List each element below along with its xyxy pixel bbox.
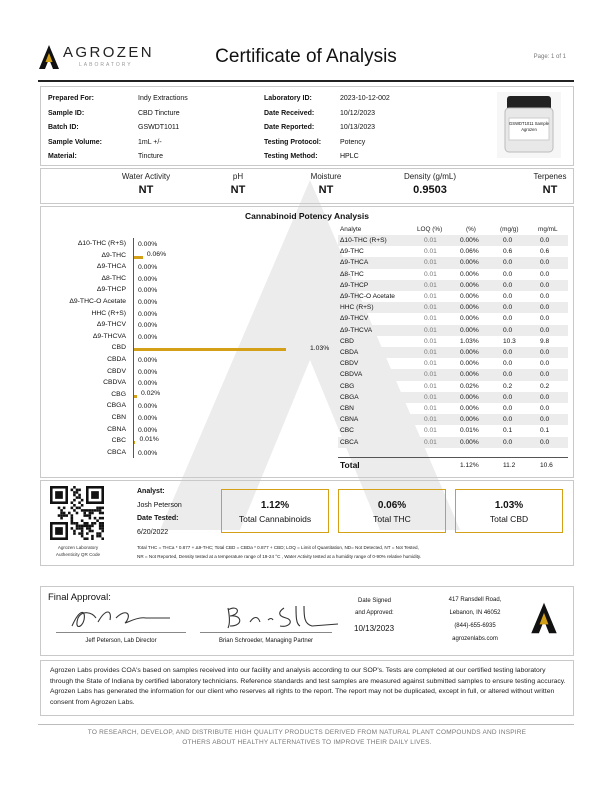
- row-pct: 0.00%: [460, 281, 479, 289]
- row-loq: 0.01: [424, 270, 437, 278]
- total-cannabinoids-box: [221, 489, 329, 533]
- bar-label: CBGA: [106, 402, 126, 410]
- bar-value-label: 0.00%: [138, 310, 158, 318]
- row-analyte: CBD: [340, 337, 354, 345]
- row-mg: 0.0: [503, 281, 513, 289]
- info-label: Testing Method:: [264, 153, 318, 160]
- row-pct: 0.00%: [460, 360, 479, 368]
- table-row: [338, 414, 568, 425]
- bar-value-label: 0.00%: [138, 415, 158, 422]
- row-mgml: 0.0: [540, 270, 550, 278]
- row-analyte: CBN: [340, 405, 354, 412]
- row-mg: 0.0: [503, 371, 513, 379]
- row-mg: 0.6: [503, 248, 513, 256]
- bar-value-label: 0.00%: [138, 264, 158, 272]
- row-loq: 0.01: [424, 326, 437, 334]
- info-label: Batch ID:: [48, 124, 79, 131]
- test-value: NT: [542, 184, 558, 196]
- row-loq: 0.01: [424, 349, 437, 356]
- bar-value-label: 0.00%: [138, 426, 158, 434]
- signature-line-1: [56, 632, 186, 633]
- row-mg: 0.0: [503, 259, 513, 267]
- table-row: [338, 425, 568, 436]
- row-mg: 10.3: [503, 337, 516, 345]
- bar-label: Δ9-THCA: [96, 263, 126, 271]
- bar-value-label: 0.00%: [138, 333, 158, 341]
- row-pct: 0.00%: [460, 416, 479, 424]
- table-row: [338, 235, 568, 246]
- row-pct: 0.00%: [460, 349, 479, 356]
- row-analyte: Δ9-THCVA: [340, 326, 373, 334]
- row-mg: 0.0: [503, 349, 513, 356]
- table-row: [338, 336, 568, 347]
- row-analyte: CBNA: [340, 416, 359, 424]
- row-mgml: 0.0: [540, 360, 550, 368]
- bar-value-label: 1.03%: [310, 345, 330, 353]
- row-loq: 0.01: [424, 416, 437, 424]
- table-row: [338, 358, 568, 369]
- row-loq: 0.01: [424, 237, 437, 244]
- row-mg: 0.0: [503, 405, 513, 412]
- test-value: NT: [138, 184, 154, 196]
- info-value: 1mL +/-: [138, 138, 162, 146]
- row-analyte: Δ8-THC: [340, 270, 364, 278]
- table-row: [338, 313, 568, 324]
- table-row: [338, 347, 568, 358]
- bar-label: CBDV: [107, 367, 126, 375]
- row-mg: 0.2: [503, 382, 513, 390]
- row-pct: 0.01%: [460, 427, 479, 435]
- table-row: [338, 437, 568, 448]
- row-mgml: 0.1: [540, 427, 550, 435]
- bar-label: CBG: [111, 390, 126, 398]
- bar-label: CBDA: [107, 356, 126, 363]
- bar-value-label: 0.00%: [138, 322, 158, 330]
- total-cannabinoids-label: Total Cannabinoids: [238, 514, 312, 524]
- row-loq: 0.01: [424, 371, 437, 379]
- bar-label: Δ9-THC-O Acetate: [69, 298, 126, 305]
- bar-label: Δ9-THCP: [96, 286, 126, 294]
- mission-footer: [40, 728, 574, 748]
- total-thc-value: 0.06%: [377, 500, 407, 511]
- row-mgml: 0.6: [540, 248, 550, 256]
- bar-label: HHC (R+S): [91, 309, 126, 317]
- analyst-label: Analyst:: [137, 488, 165, 495]
- bar-value-label: 0.02%: [140, 389, 161, 397]
- row-analyte: Δ9-THCP: [340, 281, 369, 289]
- total-mg: 11.2: [503, 462, 516, 469]
- bar: [134, 441, 135, 444]
- table-row: [338, 246, 568, 257]
- info-label: Prepared For:: [48, 95, 94, 102]
- col-header-pct: (%): [466, 226, 476, 233]
- bar-label: CBCA: [107, 448, 126, 456]
- row-mg: 0.0: [503, 393, 513, 401]
- total-thc-label: Total THC: [373, 514, 411, 524]
- address-line-2: Lebanon, IN 46052: [449, 610, 501, 616]
- bar-value-label: 0.00%: [138, 299, 158, 306]
- row-mg: 0.0: [503, 438, 513, 446]
- bar-value-label: 0.00%: [138, 357, 158, 364]
- conditions-note: NR = Not Reported, Density tested at a temperature range of 19-24 °C , Water Activity tested at a humidity range of 0-90% relative humidity.: [137, 554, 422, 559]
- signature-name-1: Jeff Peterson, Lab Director: [85, 638, 157, 644]
- signature-name-2: Brian Schroeder, Managing Partner: [218, 638, 314, 644]
- bar-label: Δ9-THCV: [96, 321, 126, 329]
- row-pct: 0.02%: [460, 382, 479, 390]
- total-mgml: 10.6: [540, 462, 553, 469]
- info-value: GSWDT1011: [138, 124, 180, 131]
- info-label: Sample ID:: [48, 109, 85, 117]
- analyst-name: Josh Peterson: [137, 502, 182, 509]
- row-loq: 0.01: [424, 337, 437, 345]
- signature-jeff-icon: [66, 604, 176, 632]
- bar: [134, 395, 137, 398]
- qr-code-icon[interactable]: [50, 486, 104, 540]
- info-value: HPLC: [340, 153, 359, 160]
- test-value: NT: [318, 184, 334, 196]
- row-analyte: CBGA: [340, 393, 359, 401]
- row-mgml: 0.0: [540, 349, 550, 356]
- test-name: Moisture: [310, 172, 342, 181]
- info-value: Potency: [340, 138, 366, 146]
- qr-caption-2: Authenticity QR Code: [55, 552, 101, 557]
- bar-value-label: 0.06%: [146, 250, 167, 258]
- table-row: [338, 280, 568, 291]
- bar-label: CBC: [111, 437, 126, 445]
- signature-brian-icon: [220, 602, 340, 632]
- qr-caption-1: Agrozen Laboratory: [57, 545, 99, 550]
- row-mgml: 0.0: [540, 304, 550, 312]
- mission-line-2: OTHERS ABOUT HEALTHY ALTERNATIVES TO IMPROVE THEIR DAILY LIVES.: [182, 739, 432, 746]
- row-mgml: 0.0: [540, 259, 550, 267]
- row-mgml: 0.0: [540, 293, 550, 300]
- table-row: [338, 257, 568, 268]
- row-pct: 0.00%: [460, 326, 479, 334]
- date-signed-label-2: and Approved:: [355, 610, 394, 616]
- formula-note: Total THC = THCa * 0.877 + Δ9-THC; Total CBD = CBDa * 0.877 + CBD; LOQ = Limit of Quantitation, ND= Not Detected, NT = Not Tested,: [137, 545, 419, 550]
- row-analyte: CBDVA: [340, 371, 363, 379]
- row-loq: 0.01: [424, 393, 437, 401]
- info-label: Date Received:: [264, 109, 315, 117]
- row-loq: 0.01: [424, 248, 437, 256]
- bar-label: CBN: [111, 414, 126, 421]
- total-cbd-value: 1.03%: [494, 500, 524, 511]
- test-value: 0.9503: [413, 184, 447, 196]
- row-mgml: 0.0: [540, 326, 550, 334]
- row-pct: 0.00%: [460, 293, 479, 300]
- row-analyte: HHC (R+S): [340, 304, 374, 312]
- bar-label: Δ9-THCVA: [92, 332, 126, 340]
- total-cbd-box: [455, 489, 563, 533]
- bar-value-label: 0.00%: [138, 287, 158, 295]
- total-thc-box: [338, 489, 446, 533]
- test-name: Terpenes: [533, 172, 567, 181]
- potency-title: Cannabinoid Potency Analysis: [245, 211, 369, 221]
- page-number: Page: 1 of 1: [533, 54, 566, 60]
- row-mg: 0.0: [503, 304, 513, 312]
- row-analyte: Δ9-THC: [340, 248, 364, 256]
- col-header-loq: LOQ (%): [417, 226, 443, 233]
- table-row: [338, 325, 568, 336]
- row-loq: 0.01: [424, 304, 437, 312]
- table-row: [338, 269, 568, 280]
- row-mgml: 0.0: [540, 405, 550, 412]
- agrozen-footer-logo-icon: [530, 600, 558, 636]
- mission-line-1: TO RESEARCH, DEVELOP, AND DISTRIBUTE HIGH QUALITY PRODUCTS DERIVED FROM NATURAL PLANT COMPOUNDS AND INSPIRE: [87, 729, 527, 736]
- website-link[interactable]: agrozenlabs.com: [452, 636, 498, 642]
- bar-label: CBD: [111, 344, 126, 352]
- bar: [134, 256, 143, 259]
- total-row: [338, 458, 568, 472]
- row-analyte: CBDV: [340, 360, 359, 368]
- info-label: Material:: [48, 153, 77, 160]
- row-pct: 0.00%: [460, 438, 479, 446]
- info-label: Date Reported:: [264, 124, 315, 131]
- row-loq: 0.01: [424, 293, 437, 300]
- footer-rule: [38, 724, 574, 725]
- bar-value-label: 0.00%: [138, 241, 158, 248]
- bar-value-label: 0.00%: [138, 368, 158, 376]
- row-mg: 0.1: [503, 427, 513, 435]
- row-mg: 0.0: [503, 360, 513, 368]
- brand-subtitle: LABORATORY: [79, 62, 133, 68]
- total-pct: 1.12%: [460, 462, 479, 469]
- bar-label: CBNA: [107, 425, 126, 433]
- table-row: [338, 392, 568, 403]
- bar-value-label: 0.00%: [138, 449, 158, 457]
- bar-label: Δ8-THC: [101, 274, 126, 282]
- row-loq: 0.01: [424, 360, 437, 368]
- address-line-1: 417 Ransdell Road,: [448, 597, 502, 603]
- bar-value-label: 0.00%: [138, 275, 158, 283]
- disclaimer-text: Agrozen Labs provides COA's based on samples received into our facility and analysis according to our SOP's. Tests are completed at our certified testing laboratory through the State of Indiana by certified laboratory technicians. Reference standards and test samples are measured against submitted samples to ensure testing accuracy. Agrozen Labs has generated the information for our client who reserves all rights to the report. The report may not be duplicated, except in full, or altered without written consent from Agrozen Labs.: [50, 667, 566, 706]
- sample-photo: [497, 92, 561, 158]
- row-pct: 0.00%: [460, 405, 479, 412]
- row-analyte: CBG: [340, 382, 355, 390]
- header-rule: [38, 80, 574, 82]
- row-mg: 0.0: [503, 237, 513, 244]
- col-header-mg: (mg/g): [500, 226, 519, 233]
- info-label: Testing Protocol:: [264, 138, 322, 146]
- row-mgml: 0.0: [540, 371, 550, 379]
- row-loq: 0.01: [424, 259, 437, 267]
- row-pct: 0.00%: [460, 270, 479, 278]
- row-loq: 0.01: [424, 315, 437, 323]
- test-name: Water Activity: [121, 172, 171, 181]
- bar-value-label: 0.00%: [138, 403, 158, 411]
- phone-number: (844)-655-6935: [454, 623, 496, 629]
- table-row: [338, 403, 568, 414]
- row-loq: 0.01: [424, 427, 437, 435]
- row-loq: 0.01: [424, 281, 437, 289]
- date-tested-value: 6/20/2022: [137, 529, 169, 536]
- row-pct: 0.06%: [460, 248, 479, 256]
- row-pct: 1.03%: [460, 337, 479, 345]
- row-mgml: 0.0: [540, 315, 550, 323]
- approval-title: Final Approval:: [48, 592, 111, 603]
- info-value: 10/13/2023: [340, 124, 376, 131]
- info-value: CBD Tincture: [138, 109, 180, 117]
- bar-label: Δ9-THC: [101, 251, 126, 259]
- row-loq: 0.01: [424, 405, 437, 412]
- date-signed-value: 10/13/2023: [354, 624, 395, 633]
- table-row: [338, 291, 568, 302]
- total-label: Total: [340, 460, 360, 470]
- row-pct: 0.00%: [460, 393, 479, 401]
- bar-value-label: 0.00%: [138, 380, 158, 388]
- info-value: Indy Extractions: [138, 95, 188, 102]
- info-value: 10/12/2023: [340, 109, 376, 117]
- row-mgml: 0.2: [540, 382, 550, 390]
- row-analyte: CBCA: [340, 438, 359, 446]
- signature-line-2: [200, 632, 332, 633]
- row-mgml: 0.0: [540, 237, 550, 244]
- table-row: [338, 381, 568, 392]
- row-mgml: 0.0: [540, 438, 550, 446]
- info-value: Tincture: [138, 153, 164, 160]
- bar-label: Δ10-THC (R+S): [77, 240, 126, 247]
- date-tested-label: Date Tested:: [137, 515, 179, 522]
- row-mgml: 0.0: [540, 393, 550, 401]
- row-analyte: CBDA: [340, 349, 359, 356]
- row-mg: 0.0: [503, 315, 513, 323]
- test-name: Density (g/mL): [403, 172, 456, 181]
- date-signed-label-1: Date Signed: [358, 598, 392, 604]
- info-label: Sample Volume:: [48, 138, 102, 146]
- row-analyte: Δ9-THCA: [340, 259, 369, 267]
- row-pct: 0.00%: [460, 371, 479, 379]
- row-analyte: Δ10-THC (R+S): [340, 237, 387, 244]
- row-pct: 0.00%: [460, 315, 479, 323]
- table-row: [338, 369, 568, 380]
- row-pct: 0.00%: [460, 237, 479, 244]
- bar: [134, 348, 286, 351]
- row-analyte: Δ9-THC-O Acetate: [340, 293, 395, 300]
- row-pct: 0.00%: [460, 304, 479, 312]
- row-analyte: CBC: [340, 427, 354, 435]
- info-value: 2023-10-12-002: [340, 95, 390, 102]
- row-loq: 0.01: [424, 382, 437, 390]
- row-mg: 0.0: [503, 293, 513, 300]
- row-analyte: Δ9-THCV: [340, 315, 369, 323]
- bar-label: CBDVA: [103, 379, 126, 387]
- sample-photo-label: GSWDT1011 Sample Agrozen: [509, 121, 549, 132]
- info-label: Laboratory ID:: [264, 95, 312, 102]
- document-title: Certificate of Analysis: [215, 46, 397, 67]
- total-cbd-label: Total CBD: [489, 514, 529, 524]
- row-mgml: 0.0: [540, 416, 550, 424]
- row-mgml: 0.0: [540, 281, 550, 289]
- test-value: NT: [230, 184, 246, 196]
- col-header-mgml: mg/mL: [538, 226, 558, 233]
- bar-value-label: 0.01%: [139, 436, 159, 444]
- total-cannabinoids-value: 1.12%: [260, 500, 290, 511]
- col-header-analyte: Analyte: [340, 226, 362, 233]
- test-name: pH: [232, 172, 244, 181]
- brand-name: AGROZEN: [63, 44, 154, 61]
- row-mg: 0.0: [503, 270, 513, 278]
- table-row: [338, 302, 568, 313]
- row-mg: 0.0: [503, 416, 513, 424]
- row-pct: 0.00%: [460, 259, 479, 267]
- row-loq: 0.01: [424, 438, 437, 446]
- row-mg: 0.0: [503, 326, 513, 334]
- row-mgml: 9.8: [540, 337, 550, 345]
